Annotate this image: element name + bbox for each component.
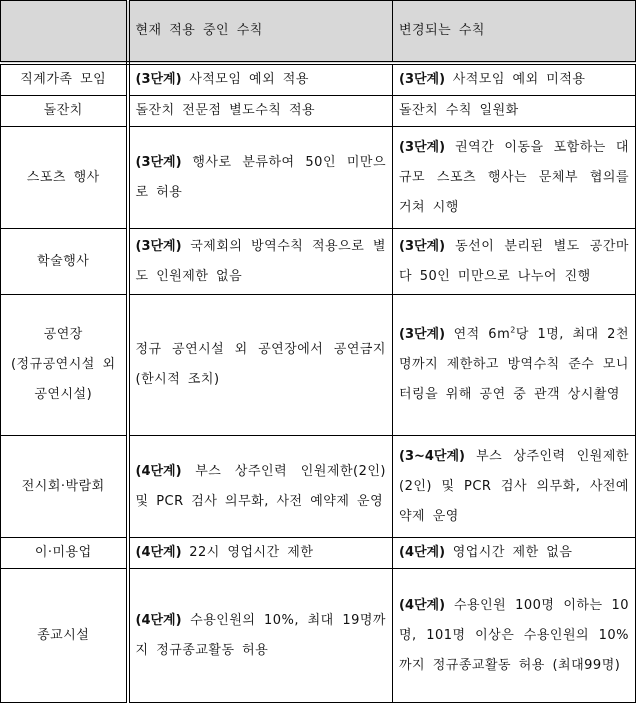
stage-label: (3단계) xyxy=(399,72,446,87)
current-rule-text: 국제회의 방역수칙 적용으로 별도 인원제한 없음 xyxy=(135,238,386,284)
table-row xyxy=(1,569,636,703)
new-rule-cell xyxy=(393,295,636,436)
current-rule-text: 돌잔치 전문점 별도수칙 적용 xyxy=(135,103,316,118)
new-rule-cell xyxy=(393,538,636,569)
table-row xyxy=(1,436,636,538)
stage-label: (4단계) xyxy=(135,545,182,560)
new-rule-text: 수용인원 100명 이하는 10명, 101명 이상은 수용인원의 10%까지 정규종교활동 허용 (최대99명) xyxy=(399,597,629,673)
new-rule-text: 돌잔치 수칙 일원화 xyxy=(399,103,519,118)
new-rule-text-pre: 연적 6m xyxy=(453,327,511,342)
current-rule-cell xyxy=(128,229,393,295)
stage-label: (3단계) xyxy=(399,238,446,254)
row-category: 이·미용업 xyxy=(1,538,128,569)
header-current-rules: 현재 적용 중인 수칙 xyxy=(128,1,393,64)
new-rule-text: 권역간 이동을 포함하는 대규모 스포츠 행사는 문체부 협의를 거쳐 시행 xyxy=(399,139,629,215)
current-rule-cell xyxy=(128,538,393,569)
current-rule-text: 수용인원의 10%, 최대 19명까지 정규종교활동 허용 xyxy=(135,612,386,658)
current-rule-cell xyxy=(128,63,393,96)
current-rule-cell xyxy=(128,127,393,229)
current-rule-text: 행사로 분류하여 50인 미만으로 허용 xyxy=(135,154,387,200)
current-rule-cell xyxy=(128,96,393,127)
stage-label: (4단계) xyxy=(399,545,446,560)
new-rule-cell xyxy=(393,96,636,127)
table-row xyxy=(1,127,636,229)
row-category-title: 공연장 xyxy=(43,327,83,342)
superscript: 2 xyxy=(510,325,516,335)
new-rule-cell xyxy=(393,436,636,538)
stage-label: (3단계) xyxy=(399,327,446,342)
table-header-row xyxy=(1,1,636,64)
row-category: 학술행사 xyxy=(1,229,128,295)
table-row xyxy=(1,229,636,295)
header-category xyxy=(1,1,128,64)
row-category xyxy=(1,295,128,436)
stage-label: (3단계) xyxy=(135,72,182,87)
new-rule-cell xyxy=(393,127,636,229)
current-rule-text: 사적모임 예외 적용 xyxy=(189,72,309,87)
current-rule-cell xyxy=(128,436,393,538)
table-row xyxy=(1,63,636,96)
stage-label: (3단계) xyxy=(135,238,182,254)
new-rule-text: 부스 상주인력 인원제한(2인) 및 PCR 검사 의무화, 사전예약제 운영 xyxy=(399,448,629,524)
new-rule-text-post: 당 1명, 최대 2천명까지 제한하고 방역수칙 준수 모니터링을 위해 공연 중 관객 상시촬영 xyxy=(399,327,629,402)
stage-label: (3단계) xyxy=(399,139,446,155)
table-row xyxy=(1,295,636,436)
stage-label: (4단계) xyxy=(135,463,182,479)
current-rule-text: 정규 공연시설 외 공연장에서 공연금지(한시적 조치) xyxy=(135,342,386,387)
new-rule-text: 동선이 분리된 별도 공간마다 50인 미만으로 나누어 진행 xyxy=(399,238,629,284)
current-rule-cell xyxy=(128,295,393,436)
row-category: 스포츠 행사 xyxy=(1,127,128,229)
current-rule-text: 부스 상주인력 인원제한(2인) 및 PCR 검사 의무화, 사전 예약제 운영 xyxy=(135,463,386,509)
current-rule-text: 22시 영업시간 제한 xyxy=(189,545,314,560)
new-rule-cell xyxy=(393,63,636,96)
row-category: 직계가족 모임 xyxy=(1,63,128,96)
row-category-subtitle: (정규공연시설 외 공연시설) xyxy=(10,357,116,402)
new-rule-text: 사적모임 예외 미적용 xyxy=(452,72,586,87)
row-category: 종교시설 xyxy=(1,569,128,703)
new-rule-text: 영업시간 제한 없음 xyxy=(452,545,573,560)
new-rule-cell xyxy=(393,569,636,703)
header-changed-rules: 변경되는 수칙 xyxy=(393,1,636,64)
row-category: 돌잔치 xyxy=(1,96,128,127)
current-rule-cell xyxy=(128,569,393,703)
row-category: 전시회·박람회 xyxy=(1,436,128,538)
stage-label: (4단계) xyxy=(399,597,446,613)
stage-label: (3~4단계) xyxy=(399,448,465,464)
stage-label: (4단계) xyxy=(135,612,182,628)
new-rule-cell xyxy=(393,229,636,295)
stage-label: (3단계) xyxy=(135,154,182,170)
table-row xyxy=(1,538,636,569)
table-row xyxy=(1,96,636,127)
